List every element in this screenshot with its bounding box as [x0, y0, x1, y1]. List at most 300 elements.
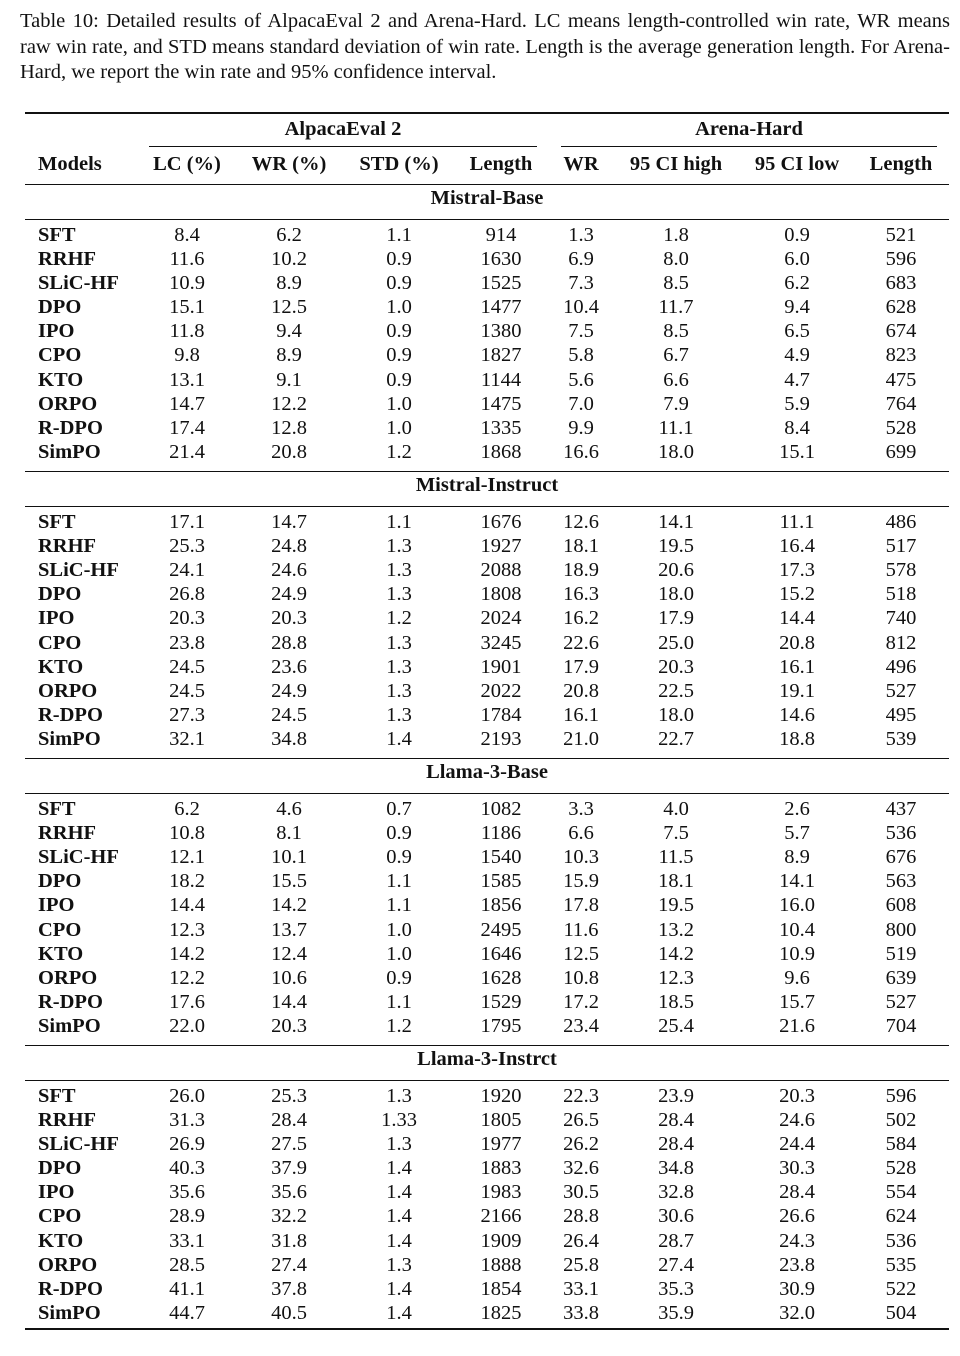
column-header-models: Models — [38, 153, 102, 175]
value-cell: 1909 — [480, 1230, 522, 1252]
value-cell: 21.6 — [779, 1015, 815, 1037]
value-cell: 6.2 — [174, 798, 200, 820]
value-cell: 25.3 — [169, 535, 205, 557]
value-cell: 10.9 — [779, 943, 815, 965]
value-cell: 21.4 — [169, 441, 205, 463]
model-name: SimPO — [38, 1302, 101, 1324]
table-row — [25, 894, 949, 918]
value-cell: 914 — [485, 224, 517, 246]
value-cell: 17.6 — [169, 991, 205, 1013]
value-cell: 11.7 — [658, 296, 694, 318]
value-cell: 3245 — [480, 632, 522, 654]
model-name: SLiC-HF — [38, 272, 119, 294]
value-cell: 4.0 — [663, 798, 689, 820]
value-cell: 24.6 — [271, 559, 307, 581]
value-cell: 495 — [885, 704, 917, 726]
table-row — [25, 1109, 949, 1133]
section-title: Mistral-Instruct — [415, 474, 559, 496]
value-cell: 624 — [885, 1205, 917, 1227]
value-cell: 7.3 — [568, 272, 594, 294]
value-cell: 20.3 — [658, 656, 694, 678]
value-cell: 0.9 — [386, 967, 412, 989]
value-cell: 522 — [885, 1278, 917, 1300]
value-cell: 24.5 — [169, 680, 205, 702]
value-cell: 19.5 — [658, 535, 694, 557]
value-cell: 4.9 — [784, 344, 810, 366]
value-cell: 0.9 — [784, 224, 810, 246]
column-header-wr: WR — [563, 153, 599, 175]
value-cell: 1.1 — [386, 224, 412, 246]
value-cell: 1.3 — [568, 224, 594, 246]
value-cell: 16.4 — [779, 535, 815, 557]
value-cell: 10.2 — [271, 248, 307, 270]
value-cell: 41.1 — [169, 1278, 205, 1300]
value-cell: 18.1 — [658, 870, 694, 892]
value-cell: 19.5 — [658, 894, 694, 916]
value-cell: 1977 — [480, 1133, 522, 1155]
model-name: SFT — [38, 511, 76, 533]
table-row — [25, 607, 949, 631]
value-cell: 0.9 — [386, 272, 412, 294]
column-header-lc: LC (%) — [153, 153, 221, 175]
value-cell: 24.4 — [779, 1133, 815, 1155]
value-cell: 21.0 — [563, 728, 599, 750]
section-title: Llama-3-Base — [426, 761, 548, 783]
value-cell: 2495 — [480, 919, 522, 941]
table-row — [25, 559, 949, 583]
value-cell: 584 — [885, 1133, 917, 1155]
value-cell: 527 — [885, 991, 917, 1013]
section-rule — [25, 758, 949, 759]
value-cell: 17.9 — [563, 656, 599, 678]
model-name: RRHF — [38, 535, 97, 557]
table-row — [25, 296, 949, 320]
value-cell: 16.3 — [563, 583, 599, 605]
table-row — [25, 943, 949, 967]
value-cell: 676 — [885, 846, 917, 868]
value-cell: 11.1 — [658, 417, 694, 439]
value-cell: 37.8 — [271, 1278, 307, 1300]
value-cell: 23.8 — [169, 632, 205, 654]
value-cell: 5.7 — [784, 822, 810, 844]
value-cell: 20.3 — [779, 1085, 815, 1107]
value-cell: 528 — [885, 417, 917, 439]
model-name: SimPO — [38, 728, 101, 750]
value-cell: 16.2 — [563, 607, 599, 629]
value-cell: 28.9 — [169, 1205, 205, 1227]
value-cell: 16.6 — [563, 441, 599, 463]
value-cell: 1.8 — [663, 224, 689, 246]
column-header-length-arena: Length — [869, 153, 933, 175]
value-cell: 1335 — [480, 417, 522, 439]
value-cell: 20.8 — [779, 632, 815, 654]
model-name: ORPO — [38, 393, 98, 415]
value-cell: 20.6 — [658, 559, 694, 581]
value-cell: 1784 — [480, 704, 522, 726]
value-cell: 24.3 — [779, 1230, 815, 1252]
value-cell: 502 — [885, 1109, 917, 1131]
value-cell: 30.9 — [779, 1278, 815, 1300]
value-cell: 9.4 — [276, 320, 302, 342]
value-cell: 28.4 — [658, 1133, 694, 1155]
value-cell: 14.4 — [169, 894, 205, 916]
model-name: IPO — [38, 320, 75, 342]
value-cell: 14.1 — [779, 870, 815, 892]
model-name: SLiC-HF — [38, 559, 119, 581]
value-cell: 12.5 — [271, 296, 307, 318]
value-cell: 1.4 — [386, 1181, 412, 1203]
value-cell: 1825 — [480, 1302, 522, 1324]
value-cell: 40.3 — [169, 1157, 205, 1179]
table-row — [25, 822, 949, 846]
value-cell: 1920 — [480, 1085, 522, 1107]
value-cell: 30.3 — [779, 1157, 815, 1179]
table-row — [25, 870, 949, 894]
model-name: IPO — [38, 607, 75, 629]
value-cell: 26.4 — [563, 1230, 599, 1252]
value-cell: 25.3 — [271, 1085, 307, 1107]
value-cell: 2022 — [480, 680, 522, 702]
value-cell: 7.5 — [663, 822, 689, 844]
value-cell: 15.1 — [779, 441, 815, 463]
table-row — [25, 393, 949, 417]
value-cell: 9.8 — [174, 344, 200, 366]
value-cell: 33.8 — [563, 1302, 599, 1324]
value-cell: 1.2 — [386, 607, 412, 629]
model-name: RRHF — [38, 248, 97, 270]
value-cell: 1795 — [480, 1015, 522, 1037]
value-cell: 18.8 — [779, 728, 815, 750]
value-cell: 2024 — [480, 607, 522, 629]
section-title-rule — [25, 1080, 949, 1081]
table-row — [25, 272, 949, 296]
value-cell: 20.8 — [271, 441, 307, 463]
value-cell: 535 — [885, 1254, 917, 1276]
value-cell: 8.9 — [784, 846, 810, 868]
value-cell: 6.2 — [276, 224, 302, 246]
value-cell: 518 — [885, 583, 917, 605]
table-row — [25, 919, 949, 943]
value-cell: 1585 — [480, 870, 522, 892]
value-cell: 11.6 — [169, 248, 205, 270]
value-cell: 10.8 — [563, 967, 599, 989]
value-cell: 0.9 — [386, 248, 412, 270]
value-cell: 1.1 — [386, 870, 412, 892]
value-cell: 1.0 — [386, 919, 412, 941]
value-cell: 28.5 — [169, 1254, 205, 1276]
table-row — [25, 511, 949, 535]
model-name: DPO — [38, 583, 82, 605]
value-cell: 596 — [885, 1085, 917, 1107]
value-cell: 1475 — [480, 393, 522, 415]
value-cell: 14.7 — [169, 393, 205, 415]
value-cell: 1.4 — [386, 1278, 412, 1300]
model-name: DPO — [38, 1157, 82, 1179]
value-cell: 17.8 — [563, 894, 599, 916]
table-row — [25, 1133, 949, 1157]
model-name: ORPO — [38, 967, 98, 989]
value-cell: 12.1 — [169, 846, 205, 868]
value-cell: 9.6 — [784, 967, 810, 989]
value-cell: 17.2 — [563, 991, 599, 1013]
model-name: DPO — [38, 870, 82, 892]
value-cell: 32.0 — [779, 1302, 815, 1324]
value-cell: 699 — [885, 441, 917, 463]
value-cell: 5.9 — [784, 393, 810, 415]
value-cell: 22.6 — [563, 632, 599, 654]
value-cell: 6.7 — [663, 344, 689, 366]
value-cell: 7.0 — [568, 393, 594, 415]
table-row — [25, 846, 949, 870]
value-cell: 578 — [885, 559, 917, 581]
value-cell: 18.9 — [563, 559, 599, 581]
model-name: R-DPO — [38, 991, 103, 1013]
group-header-arena-hard: Arena-Hard — [695, 118, 803, 140]
value-cell: 19.1 — [779, 680, 815, 702]
section-title: Llama-3-Instrct — [417, 1048, 557, 1070]
value-cell: 32.2 — [271, 1205, 307, 1227]
top-rule — [25, 112, 949, 114]
value-cell: 0.9 — [386, 344, 412, 366]
value-cell: 1676 — [480, 511, 522, 533]
value-cell: 628 — [885, 296, 917, 318]
value-cell: 2.6 — [784, 798, 810, 820]
value-cell: 27.4 — [658, 1254, 694, 1276]
value-cell: 800 — [885, 919, 917, 941]
value-cell: 30.6 — [658, 1205, 694, 1227]
value-cell: 1983 — [480, 1181, 522, 1203]
value-cell: 0.7 — [386, 798, 412, 820]
table-caption: Table 10: Detailed results of AlpacaEval 2 and Arena-Hard. LC means length-controlled win rate, WR means raw win rate, and STD means standard deviation of win rate. Length is the average generation length. For Arena-Hard, we report the win rate and 95% confidence interval. — [20, 10, 950, 83]
value-cell: 17.3 — [779, 559, 815, 581]
value-cell: 1.2 — [386, 1015, 412, 1037]
value-cell: 8.9 — [276, 344, 302, 366]
value-cell: 1808 — [480, 583, 522, 605]
column-header-95-ci-high: 95 CI high — [629, 153, 723, 175]
value-cell: 1529 — [480, 991, 522, 1013]
table-row — [25, 656, 949, 680]
value-cell: 517 — [885, 535, 917, 557]
section-rule — [25, 184, 949, 185]
column-header-std: STD (%) — [359, 153, 439, 175]
value-cell: 704 — [885, 1015, 917, 1037]
value-cell: 1.4 — [386, 1230, 412, 1252]
value-cell: 1805 — [480, 1109, 522, 1131]
value-cell: 1380 — [480, 320, 522, 342]
value-cell: 15.7 — [779, 991, 815, 1013]
model-name: SFT — [38, 224, 76, 246]
table-row — [25, 1157, 949, 1181]
model-name: CPO — [38, 632, 82, 654]
table-row — [25, 704, 949, 728]
value-cell: 521 — [885, 224, 917, 246]
value-cell: 26.2 — [563, 1133, 599, 1155]
table-row — [25, 1085, 949, 1109]
model-name: KTO — [38, 656, 84, 678]
value-cell: 13.2 — [658, 919, 694, 941]
model-name: R-DPO — [38, 1278, 103, 1300]
value-cell: 14.7 — [271, 511, 307, 533]
value-cell: 34.8 — [271, 728, 307, 750]
value-cell: 24.5 — [271, 704, 307, 726]
value-cell: 6.2 — [784, 272, 810, 294]
value-cell: 5.6 — [568, 369, 594, 391]
table-row — [25, 967, 949, 991]
value-cell: 8.4 — [174, 224, 200, 246]
value-cell: 14.2 — [169, 943, 205, 965]
value-cell: 1.1 — [386, 894, 412, 916]
value-cell: 15.2 — [779, 583, 815, 605]
value-cell: 20.3 — [169, 607, 205, 629]
value-cell: 11.1 — [779, 511, 815, 533]
group-underline-alpacaeval — [149, 146, 537, 147]
value-cell: 35.6 — [271, 1181, 307, 1203]
value-cell: 33.1 — [169, 1230, 205, 1252]
value-cell: 9.4 — [784, 296, 810, 318]
value-cell: 14.2 — [658, 943, 694, 965]
value-cell: 1.3 — [386, 1133, 412, 1155]
value-cell: 528 — [885, 1157, 917, 1179]
value-cell: 17.1 — [169, 511, 205, 533]
value-cell: 2166 — [480, 1205, 522, 1227]
value-cell: 519 — [885, 943, 917, 965]
value-cell: 11.5 — [658, 846, 694, 868]
value-cell: 1901 — [480, 656, 522, 678]
value-cell: 6.6 — [568, 822, 594, 844]
value-cell: 35.9 — [658, 1302, 694, 1324]
value-cell: 28.4 — [271, 1109, 307, 1131]
section-rule — [25, 471, 949, 472]
value-cell: 1.3 — [386, 559, 412, 581]
value-cell: 24.1 — [169, 559, 205, 581]
value-cell: 17.4 — [169, 417, 205, 439]
model-name: ORPO — [38, 680, 98, 702]
value-cell: 0.9 — [386, 846, 412, 868]
value-cell: 16.1 — [779, 656, 815, 678]
column-header-wr: WR (%) — [251, 153, 327, 175]
value-cell: 44.7 — [169, 1302, 205, 1324]
value-cell: 0.9 — [386, 822, 412, 844]
value-cell: 683 — [885, 272, 917, 294]
column-header-length: Length — [469, 153, 533, 175]
model-name: SLiC-HF — [38, 846, 119, 868]
model-name: CPO — [38, 344, 82, 366]
value-cell: 1646 — [480, 943, 522, 965]
value-cell: 16.1 — [563, 704, 599, 726]
value-cell: 486 — [885, 511, 917, 533]
table-row — [25, 224, 949, 248]
value-cell: 22.3 — [563, 1085, 599, 1107]
value-cell: 8.5 — [663, 320, 689, 342]
value-cell: 563 — [885, 870, 917, 892]
value-cell: 22.5 — [658, 680, 694, 702]
value-cell: 24.9 — [271, 680, 307, 702]
value-cell: 26.8 — [169, 583, 205, 605]
value-cell: 13.1 — [169, 369, 205, 391]
table-row — [25, 1278, 949, 1302]
value-cell: 823 — [885, 344, 917, 366]
value-cell: 14.4 — [779, 607, 815, 629]
table-row — [25, 248, 949, 272]
value-cell: 10.3 — [563, 846, 599, 868]
value-cell: 10.1 — [271, 846, 307, 868]
value-cell: 28.4 — [779, 1181, 815, 1203]
value-cell: 14.6 — [779, 704, 815, 726]
value-cell: 28.4 — [658, 1109, 694, 1131]
value-cell: 40.5 — [271, 1302, 307, 1324]
model-name: R-DPO — [38, 417, 103, 439]
value-cell: 24.6 — [779, 1109, 815, 1131]
value-cell: 30.5 — [563, 1181, 599, 1203]
value-cell: 639 — [885, 967, 917, 989]
value-cell: 12.2 — [169, 967, 205, 989]
table-row — [25, 1015, 949, 1039]
value-cell: 34.8 — [658, 1157, 694, 1179]
value-cell: 4.7 — [784, 369, 810, 391]
value-cell: 1.3 — [386, 583, 412, 605]
value-cell: 35.6 — [169, 1181, 205, 1203]
value-cell: 1628 — [480, 967, 522, 989]
value-cell: 1.3 — [386, 535, 412, 557]
model-name: IPO — [38, 1181, 75, 1203]
value-cell: 23.6 — [271, 656, 307, 678]
value-cell: 1540 — [480, 846, 522, 868]
value-cell: 437 — [885, 798, 917, 820]
table-row — [25, 1302, 949, 1326]
value-cell: 4.6 — [276, 798, 302, 820]
value-cell: 496 — [885, 656, 917, 678]
value-cell: 7.9 — [663, 393, 689, 415]
value-cell: 812 — [885, 632, 917, 654]
section-title: Mistral-Base — [430, 187, 544, 209]
value-cell: 536 — [885, 822, 917, 844]
model-name: KTO — [38, 369, 84, 391]
value-cell: 608 — [885, 894, 917, 916]
value-cell: 1.33 — [381, 1109, 417, 1131]
value-cell: 10.6 — [271, 967, 307, 989]
value-cell: 1868 — [480, 441, 522, 463]
value-cell: 1.4 — [386, 1157, 412, 1179]
value-cell: 14.4 — [271, 991, 307, 1013]
value-cell: 37.9 — [271, 1157, 307, 1179]
table-row — [25, 320, 949, 344]
value-cell: 1525 — [480, 272, 522, 294]
value-cell: 22.7 — [658, 728, 694, 750]
value-cell: 12.4 — [271, 943, 307, 965]
value-cell: 31.8 — [271, 1230, 307, 1252]
value-cell: 2193 — [480, 728, 522, 750]
value-cell: 1827 — [480, 344, 522, 366]
value-cell: 15.9 — [563, 870, 599, 892]
value-cell: 26.5 — [563, 1109, 599, 1131]
value-cell: 536 — [885, 1230, 917, 1252]
value-cell: 25.4 — [658, 1015, 694, 1037]
model-name: IPO — [38, 894, 75, 916]
model-name: SLiC-HF — [38, 1133, 119, 1155]
value-cell: 504 — [885, 1302, 917, 1324]
table-row — [25, 798, 949, 822]
table-row — [25, 1181, 949, 1205]
value-cell: 12.3 — [658, 967, 694, 989]
value-cell: 0.9 — [386, 369, 412, 391]
value-cell: 6.0 — [784, 248, 810, 270]
section-rule — [25, 1045, 949, 1046]
value-cell: 32.8 — [658, 1181, 694, 1203]
value-cell: 6.9 — [568, 248, 594, 270]
value-cell: 740 — [885, 607, 917, 629]
value-cell: 14.2 — [271, 894, 307, 916]
table-row — [25, 344, 949, 368]
